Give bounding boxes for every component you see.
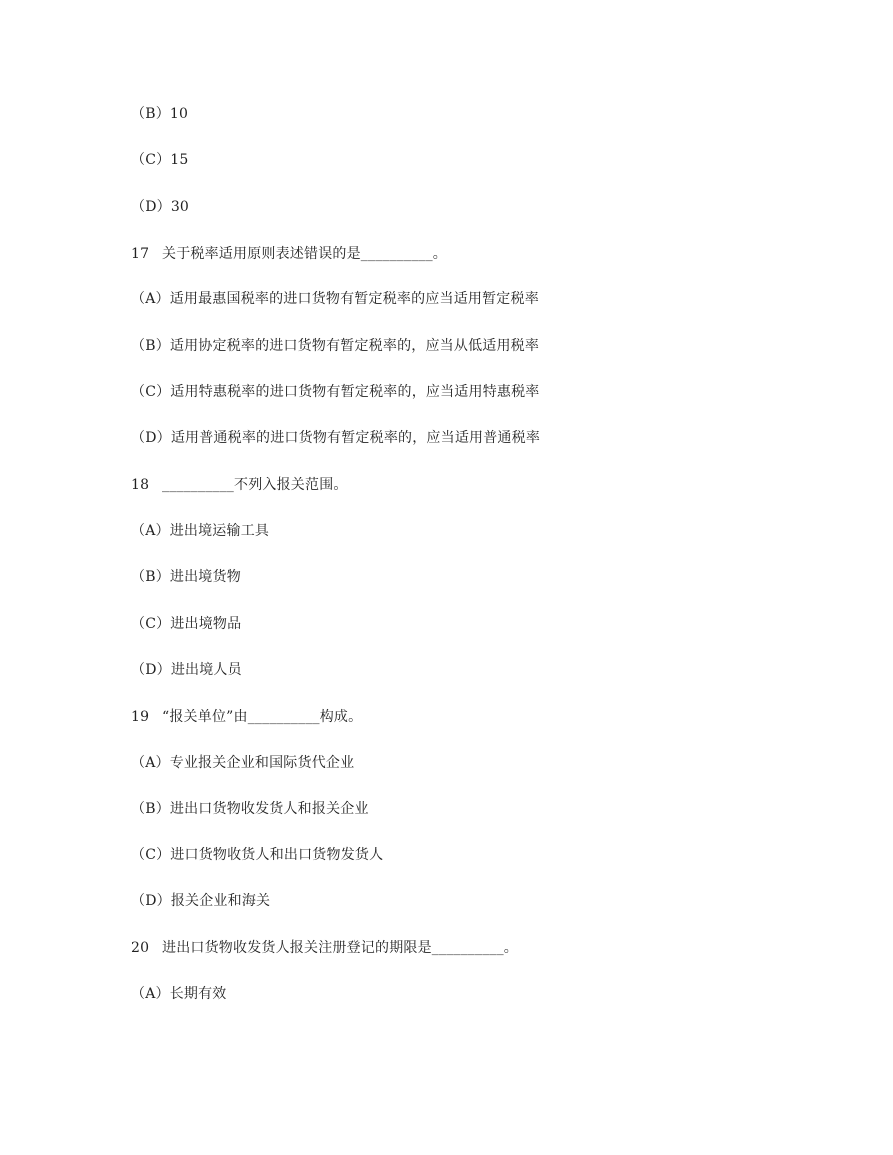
q17-number: 17: [131, 246, 150, 262]
q17-option-b: （B）适用协定税率的进口货物有暂定税率的，应当从低适用税率: [131, 338, 540, 354]
q19-number: 19: [131, 709, 150, 725]
q19-option-a: （A）专业报关企业和国际货代企业: [131, 755, 355, 771]
q18-stem: __________不列入报关范围。: [162, 477, 348, 493]
q18-option-b: （B）进出境货物: [131, 569, 241, 585]
q19-option-c: （C）进口货物收货人和出口货物发货人: [131, 847, 384, 863]
q18-stem-line: [131, 476, 348, 494]
q17-option-a: （A）适用最惠国税率的进口货物有暂定税率的应当适用暂定税率: [131, 291, 539, 307]
q19-option-b: （B）进出口货物收发货人和报关企业: [131, 801, 369, 817]
q19-stem-line: [131, 708, 362, 726]
q16-option-b: （B）10: [131, 106, 189, 122]
q17-option-c: （C）适用特惠税率的进口货物有暂定税率的，应当适用特惠税率: [131, 384, 540, 400]
q19-option-d: （D）报关企业和海关: [131, 893, 271, 909]
q20-stem: 进出口货物收发货人报关注册登记的期限是__________。: [162, 940, 518, 956]
q20-number: 20: [131, 940, 150, 956]
q16-option-d: （D）30: [131, 199, 190, 215]
q17-stem: 关于税率适用原则表述错误的是__________。: [162, 246, 447, 262]
q18-option-c: （C）进出境物品: [131, 616, 242, 632]
q20-stem-line: [131, 939, 518, 957]
q19-stem: “报关单位”由__________构成。: [162, 709, 363, 725]
q16-option-c: （C）15: [131, 152, 189, 168]
q20-option-a: （A）长期有效: [131, 986, 227, 1002]
q18-option-a: （A）进出境运输工具: [131, 523, 270, 539]
q17-option-d: （D）适用普通税率的进口货物有暂定税率的，应当适用普通税率: [131, 430, 541, 446]
q18-option-d: （D）进出境人员: [131, 662, 242, 678]
q17-stem-line: [131, 245, 447, 263]
q18-number: 18: [131, 477, 150, 493]
